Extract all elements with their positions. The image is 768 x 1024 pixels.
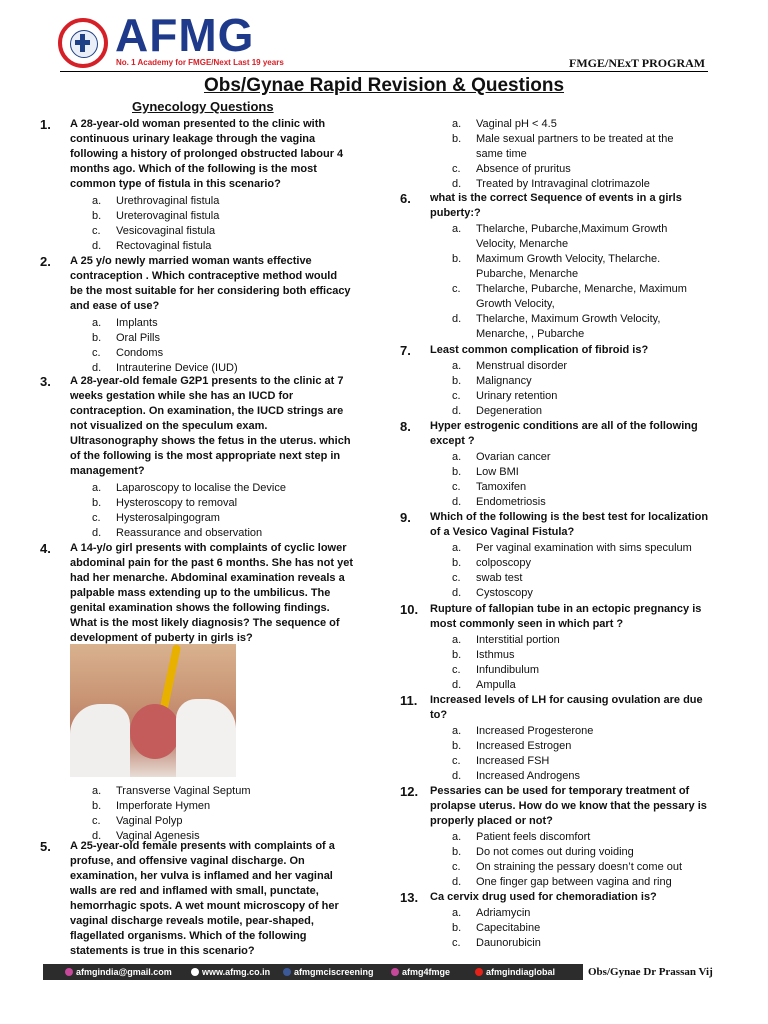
option-text: Imperforate Hymen bbox=[116, 800, 211, 812]
question-stem-line: be the most suitable for her considering both efficacy bbox=[70, 285, 351, 297]
option-text: Patient feels discomfort bbox=[476, 831, 591, 843]
question-number: 8. bbox=[400, 419, 411, 434]
option-text: Interstitial portion bbox=[476, 634, 560, 646]
question-stem-line: continuous urinary leakage through the vagina bbox=[70, 133, 316, 145]
footer-youtube[interactable]: afmgindiaglobal bbox=[475, 964, 555, 980]
option-text: Degeneration bbox=[476, 405, 543, 417]
question-number: 13. bbox=[400, 890, 419, 905]
option-letter: a. bbox=[92, 482, 102, 494]
option-text: Vesicovaginal fistula bbox=[116, 225, 216, 237]
option-letter: c. bbox=[452, 664, 461, 676]
page-title: Obs/Gynae Rapid Revision & Questions bbox=[203, 75, 565, 96]
question-stem-line: common type of fistula in this scenario? bbox=[70, 178, 281, 190]
option-text: Maximum Growth Velocity, Thelarche. bbox=[476, 253, 661, 265]
question-stem-line: most commonly seen in which part ? bbox=[430, 618, 624, 630]
question-stem-line: hemorrhagic spots. A wet mount microscopy of her bbox=[70, 900, 339, 912]
question-stem-line: Ca cervix drug used for chemoradiation is? bbox=[430, 891, 657, 903]
option-text: colposcopy bbox=[476, 557, 532, 569]
option-text: Daunorubicin bbox=[476, 937, 541, 949]
question-number: 5. bbox=[40, 839, 51, 854]
option-text: Growth Velocity, bbox=[476, 298, 555, 310]
option-text: Thelarche, Pubarche,Maximum Growth bbox=[476, 223, 668, 235]
option-letter: c. bbox=[452, 481, 461, 493]
option-text: Rectovaginal fistula bbox=[116, 240, 212, 252]
option-text: Pubarche, Menarche bbox=[476, 268, 579, 280]
option-text: Infundibulum bbox=[476, 664, 539, 676]
option-text: Laparoscopy to localise the Device bbox=[116, 482, 286, 494]
option-text: swab test bbox=[476, 572, 523, 584]
option-text: Ovarian cancer bbox=[476, 451, 551, 463]
option-text: Tamoxifen bbox=[476, 481, 527, 493]
option-text: Increased Progesterone bbox=[476, 725, 594, 737]
question-stem-line: A 14-y/o girl presents with complaints of cyclic lower bbox=[70, 542, 347, 554]
question-stem-line: profuse, and offensive vaginal discharge. On bbox=[70, 855, 305, 867]
question-number: 7. bbox=[400, 343, 411, 358]
option-letter: b. bbox=[452, 649, 462, 661]
question-stem-line: Which of the following is the best test for localization bbox=[430, 511, 709, 523]
question-stem-line: statements is true in this scenario? bbox=[70, 945, 255, 957]
option-letter: c. bbox=[92, 512, 101, 524]
header-divider bbox=[60, 71, 708, 72]
option-letter: c. bbox=[92, 347, 101, 359]
question-stem-line: vaginal discharge reveals motile, pear-shaped, bbox=[70, 915, 314, 927]
option-letter: a. bbox=[452, 907, 462, 919]
question-stem-line: prolapse uterus. How do we know that the pessary is bbox=[430, 800, 707, 812]
option-letter: d. bbox=[452, 178, 462, 190]
option-letter: a. bbox=[92, 317, 102, 329]
option-text: Low BMI bbox=[476, 466, 519, 478]
option-text: Isthmus bbox=[476, 649, 515, 661]
option-text: Implants bbox=[116, 317, 158, 329]
option-letter: a. bbox=[452, 223, 462, 235]
footer-bar bbox=[43, 964, 583, 980]
option-letter: d. bbox=[452, 770, 462, 782]
option-letter: a. bbox=[92, 785, 102, 797]
option-letter: d. bbox=[452, 496, 462, 508]
question-number: 10. bbox=[400, 602, 419, 617]
option-text: Thelarche, Maximum Growth Velocity, bbox=[476, 313, 661, 325]
question-stem-line: contraception. On examination, the IUCD strings are bbox=[70, 405, 344, 417]
option-text: Reassurance and observation bbox=[116, 527, 263, 539]
option-letter: a. bbox=[452, 634, 462, 646]
option-letter: c. bbox=[92, 815, 101, 827]
email-icon bbox=[65, 968, 73, 976]
question-stem-line: Hyper estrogenic conditions are all of the following bbox=[430, 420, 698, 432]
question-number: 12. bbox=[400, 784, 419, 799]
question-stem-line: walls are red and inflamed with small, punctate, bbox=[70, 885, 319, 897]
option-text: Oral Pills bbox=[116, 332, 161, 344]
question-stem-line: Least common complication of fibroid is? bbox=[430, 344, 649, 356]
option-letter: b. bbox=[92, 210, 102, 222]
question-stem-line: weeks gestation while she has an IUCD for bbox=[70, 390, 294, 402]
option-letter: b. bbox=[452, 922, 462, 934]
option-letter: b. bbox=[92, 332, 102, 344]
option-letter: c. bbox=[92, 225, 101, 237]
option-text: Velocity, Menarche bbox=[476, 238, 569, 250]
option-text: Capecitabine bbox=[476, 922, 541, 934]
option-text: Vaginal pH < 4.5 bbox=[476, 118, 557, 130]
option-text: Intrauterine Device (IUD) bbox=[116, 362, 238, 374]
option-letter: d. bbox=[452, 587, 462, 599]
brand-tagline: No. 1 Academy for FMGE/Next Last 19 years bbox=[116, 58, 284, 67]
option-text: Increased Estrogen bbox=[476, 740, 572, 752]
question-number: 3. bbox=[40, 374, 51, 389]
option-letter: c. bbox=[452, 755, 461, 767]
option-letter: b. bbox=[452, 557, 462, 569]
option-text: Absence of pruritus bbox=[476, 163, 571, 175]
globe-icon bbox=[191, 968, 199, 976]
facebook-icon bbox=[283, 968, 291, 976]
question-stem-line: following a history of prolonged obstructed labour 4 bbox=[70, 148, 344, 160]
option-letter: a. bbox=[92, 195, 102, 207]
option-letter: b. bbox=[452, 133, 462, 145]
option-letter: b. bbox=[452, 740, 462, 752]
option-text: On straining the pessary doesn’t come out bbox=[476, 861, 683, 873]
option-text: Hysterosalpingogram bbox=[116, 512, 220, 524]
footer-web[interactable]: www.afmg.co.in bbox=[191, 964, 270, 980]
question-stem-line: had her menarche. Abdominal examination reveals a bbox=[70, 572, 345, 584]
option-text: Vaginal Agenesis bbox=[116, 830, 200, 842]
question-number: 6. bbox=[400, 191, 411, 206]
option-letter: a. bbox=[452, 725, 462, 737]
option-letter: a. bbox=[452, 118, 462, 130]
question-stem-line: abdominal pain for the past 6 months. She has not yet bbox=[70, 557, 353, 569]
question-stem-line: to? bbox=[430, 709, 448, 721]
option-letter: d. bbox=[452, 679, 462, 691]
question-stem-line: development of puberty in girls is? bbox=[70, 632, 253, 644]
question-stem-line: examination, her vulva is inflamed and her vaginal bbox=[70, 870, 333, 882]
option-text: Male sexual partners to be treated at the bbox=[476, 133, 674, 145]
option-letter: c. bbox=[452, 937, 461, 949]
question-stem-line: properly placed or not? bbox=[430, 815, 553, 827]
question-number: 4. bbox=[40, 541, 51, 556]
question-stem-line: genital examination shows the following findings. bbox=[70, 602, 330, 614]
question-stem-line: A 25 y/o newly married woman wants effective bbox=[70, 255, 312, 267]
question-stem-line: contraception . Which contraceptive method would bbox=[70, 270, 338, 282]
option-text: Urethrovaginal fistula bbox=[116, 195, 220, 207]
option-text: One finger gap between vagina and ring bbox=[476, 876, 672, 888]
footer-email[interactable]: afmgindia@gmail.com bbox=[65, 964, 172, 980]
option-letter: d. bbox=[92, 830, 102, 842]
option-text: Transverse Vaginal Septum bbox=[116, 785, 251, 797]
footer-author: Obs/Gynae Dr Prassan Vij bbox=[588, 966, 713, 978]
question-stem-line: of a Vesico Vaginal Fistula? bbox=[430, 526, 575, 538]
option-text: Increased Androgens bbox=[476, 770, 580, 782]
option-text: Malignancy bbox=[476, 375, 532, 387]
question-stem-line: Increased levels of LH for causing ovulation are due bbox=[430, 694, 703, 706]
option-text: Per vaginal examination with sims speculum bbox=[476, 542, 692, 554]
option-letter: d. bbox=[92, 527, 102, 539]
section-heading: Gynecology Questions bbox=[132, 99, 274, 114]
option-text: Urinary retention bbox=[476, 390, 558, 402]
option-text: Vaginal Polyp bbox=[116, 815, 183, 827]
option-text: Increased FSH bbox=[476, 755, 550, 767]
option-text: Endometriosis bbox=[476, 496, 546, 508]
youtube-icon bbox=[475, 968, 483, 976]
option-letter: d. bbox=[92, 240, 102, 252]
option-text: Do not comes out during voiding bbox=[476, 846, 634, 858]
option-letter: b. bbox=[452, 846, 462, 858]
option-text: Condoms bbox=[116, 347, 164, 359]
option-letter: d. bbox=[452, 405, 462, 417]
option-letter: c. bbox=[452, 283, 461, 295]
option-text: Ureterovaginal fistula bbox=[116, 210, 220, 222]
option-text: Hysteroscopy to removal bbox=[116, 497, 238, 509]
option-letter: d. bbox=[452, 876, 462, 888]
question-stem-line: palpable mass extending up to the umbilicus. The bbox=[70, 587, 331, 599]
question-number: 9. bbox=[400, 510, 411, 525]
footer-facebook[interactable]: afmgmciscreening bbox=[283, 964, 374, 980]
question-stem-line: A 28-year-old female G2P1 presents to the clinic at 7 bbox=[70, 375, 344, 387]
option-letter: b. bbox=[92, 800, 102, 812]
question-stem-line: puberty:? bbox=[430, 207, 481, 219]
option-text: Treated by Intravaginal clotrimazole bbox=[476, 178, 650, 190]
question-stem-line: not visualized on the speculum exam. bbox=[70, 420, 268, 432]
option-letter: b. bbox=[452, 375, 462, 387]
footer-instagram[interactable]: afmg4fmge bbox=[391, 964, 450, 980]
question-stem-line: and ease of use? bbox=[70, 300, 160, 312]
option-letter: b. bbox=[452, 253, 462, 265]
option-text: same time bbox=[476, 148, 527, 160]
instagram-icon bbox=[391, 968, 399, 976]
page-header bbox=[0, 0, 768, 72]
question-stem-line: except ? bbox=[430, 435, 475, 447]
option-letter: a. bbox=[452, 360, 462, 372]
program-label: FMGE/NExT PROGRAM bbox=[569, 56, 706, 70]
clinical-photo bbox=[70, 644, 236, 777]
option-letter: c. bbox=[452, 572, 461, 584]
afmg-seal-logo bbox=[58, 18, 108, 68]
question-stem-line: Pessaries can be used for temporary treatment of bbox=[430, 785, 690, 797]
option-text: Ampulla bbox=[476, 679, 516, 691]
question-stem-line: of the following is the most appropriate next step in bbox=[70, 450, 341, 462]
option-letter: d. bbox=[452, 313, 462, 325]
option-letter: d. bbox=[92, 362, 102, 374]
option-letter: a. bbox=[452, 451, 462, 463]
option-letter: b. bbox=[92, 497, 102, 509]
question-number: 2. bbox=[40, 254, 51, 269]
option-text: Adriamycin bbox=[476, 907, 531, 919]
question-stem-line: months ago. Which of the following is the most bbox=[70, 163, 317, 175]
option-letter: c. bbox=[452, 861, 461, 873]
question-stem-line: Rupture of fallopian tube in an ectopic pregnancy is bbox=[430, 603, 702, 615]
question-number: 11. bbox=[400, 693, 418, 708]
question-stem-line: flagellated organisms. Which of the following bbox=[70, 930, 307, 942]
option-letter: c. bbox=[452, 163, 461, 175]
brand-name: AFMG bbox=[115, 9, 255, 61]
option-letter: b. bbox=[452, 466, 462, 478]
question-stem-line: What is the most likely diagnosis? The sequence of bbox=[70, 617, 340, 629]
question-number: 1. bbox=[40, 117, 51, 132]
question-stem-line: what is the correct Sequence of events in a girls bbox=[430, 192, 682, 204]
option-letter: a. bbox=[452, 831, 462, 843]
option-text: Menarche, , Pubarche bbox=[476, 328, 585, 340]
option-letter: a. bbox=[452, 542, 462, 554]
option-text: Cystoscopy bbox=[476, 587, 533, 599]
question-stem-line: management? bbox=[70, 465, 145, 477]
option-letter: c. bbox=[452, 390, 461, 402]
option-text: Menstrual disorder bbox=[476, 360, 568, 372]
question-stem-line: A 28-year-old woman presented to the clinic with bbox=[70, 118, 326, 130]
question-stem-line: A 25-year-old female presents with complaints of a bbox=[70, 840, 335, 852]
question-stem-line: Ultrasonography shows the fetus in the uterus. which bbox=[70, 435, 351, 447]
option-text: Thelarche, Pubarche, Menarche, Maximum bbox=[476, 283, 687, 295]
